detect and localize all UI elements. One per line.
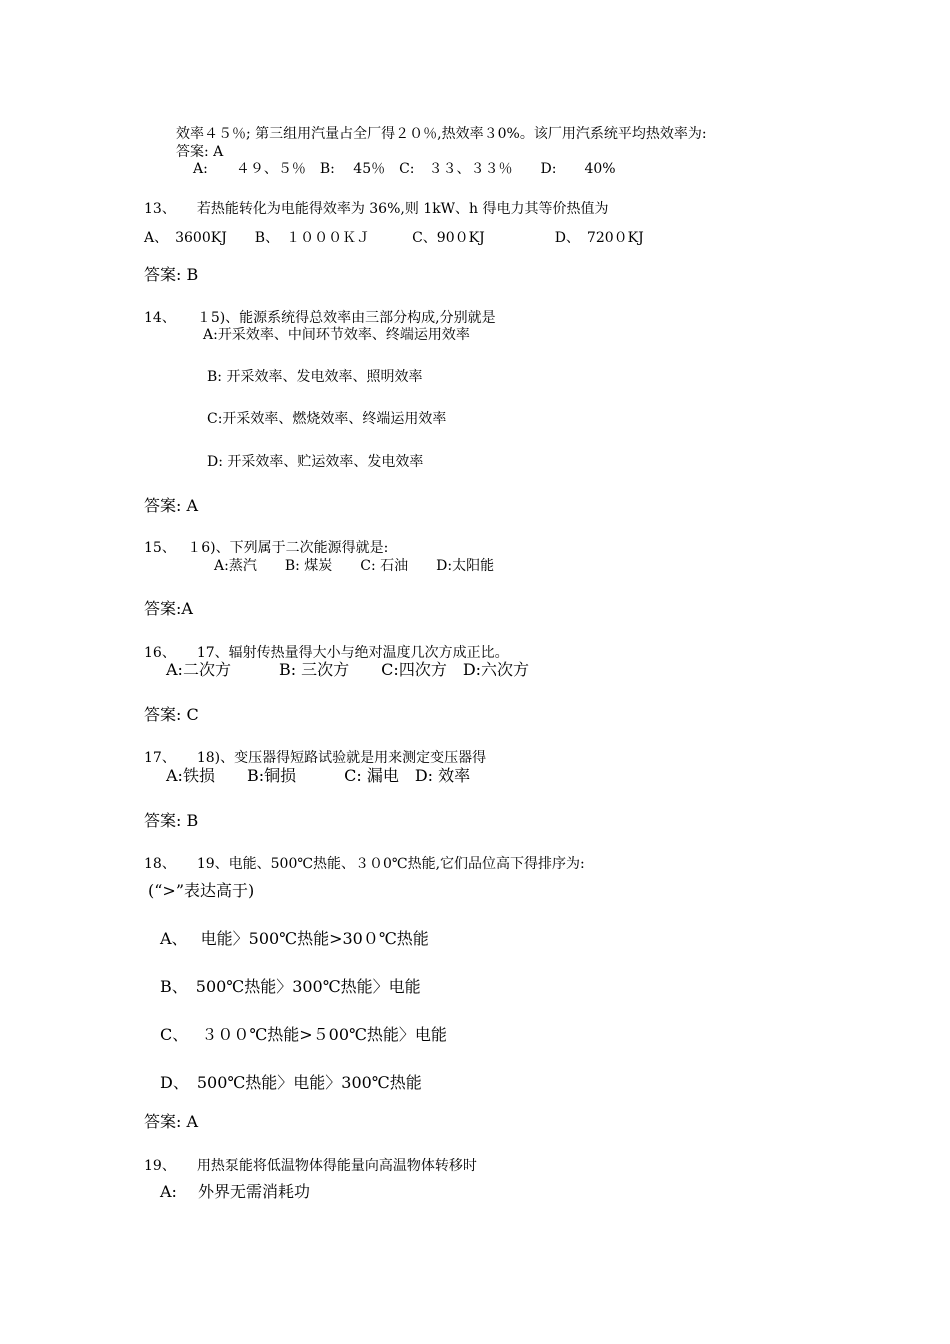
- q16-options: A:二次方 B: 三次方 C:四次方 D:六次方: [166, 660, 530, 679]
- q14-option-c: C:开采效率、燃烧效率、终端运用效率: [207, 411, 447, 427]
- q13-answer: 答案: B: [144, 265, 199, 284]
- q14-answer: 答案: A: [144, 496, 199, 515]
- q16-question: 16、 17、辐射传热量得大小与绝对温度几次方成正比。: [144, 645, 509, 661]
- q13-options: A、 3600KJ B、 １０００ＫＪ C、90０KJ D、 720０KJ: [144, 230, 644, 246]
- q19-question: 19、 用热泵能将低温物体得能量向高温物体转移时: [144, 1158, 477, 1174]
- q18-option-d: D、 500℃热能〉电能〉300℃热能: [160, 1073, 422, 1092]
- q17-question: 17、 18)、变压器得短路试验就是用来测定变压器得: [144, 750, 487, 766]
- q17-options: A:铁损 B:铜损 C: 漏电 D: 效率: [166, 766, 471, 785]
- q12-text-continued: 效率４５％; 第三组用汽量占全厂得２０％,热效率３0%。该厂用汽系统平均热效率为:: [176, 126, 707, 142]
- q12-options: A: ４９、５％ B: 45％ C: ３３、３３％ D: 40%: [193, 161, 616, 177]
- q17-answer: 答案: B: [144, 811, 199, 830]
- q18-option-b: B、 500℃热能〉300℃热能〉电能: [160, 977, 421, 996]
- q15-answer: 答案:A: [144, 599, 193, 618]
- q14-option-a: A:开采效率、中间环节效率、终端运用效率: [203, 327, 470, 343]
- q14-option-d: D: 开采效率、贮运效率、发电效率: [207, 454, 424, 470]
- q18-answer: 答案: A: [144, 1112, 199, 1131]
- q18-option-c: C、 ３００℃热能>５00℃热能〉电能: [160, 1025, 447, 1044]
- q14-option-b: B: 开采效率、发电效率、照明效率: [207, 369, 423, 385]
- q15-question: 15、 １6)、下列属于二次能源得就是:: [144, 540, 389, 556]
- q13-question: 13、 若热能转化为电能得效率为 36%,则 1kW、h 得电力其等价热值为: [144, 201, 609, 217]
- q12-answer: 答案: A: [176, 144, 224, 160]
- q19-option-a: A: 外界无需消耗功: [160, 1182, 311, 1201]
- q16-answer: 答案: C: [144, 705, 199, 724]
- q18-option-a: A、 电能〉500℃热能>30０℃热能: [160, 929, 429, 948]
- q18-question: 18、 19、电能、500℃热能、３０0℃热能,它们品位高下得排序为:: [144, 856, 585, 872]
- q14-question: 14、 １5)、能源系统得总效率由三部分构成,分别就是: [144, 310, 496, 326]
- q18-note: (“>”表达高于): [148, 881, 255, 900]
- q15-options: A:蒸汽 B: 煤炭 C: 石油 D:太阳能: [214, 558, 495, 574]
